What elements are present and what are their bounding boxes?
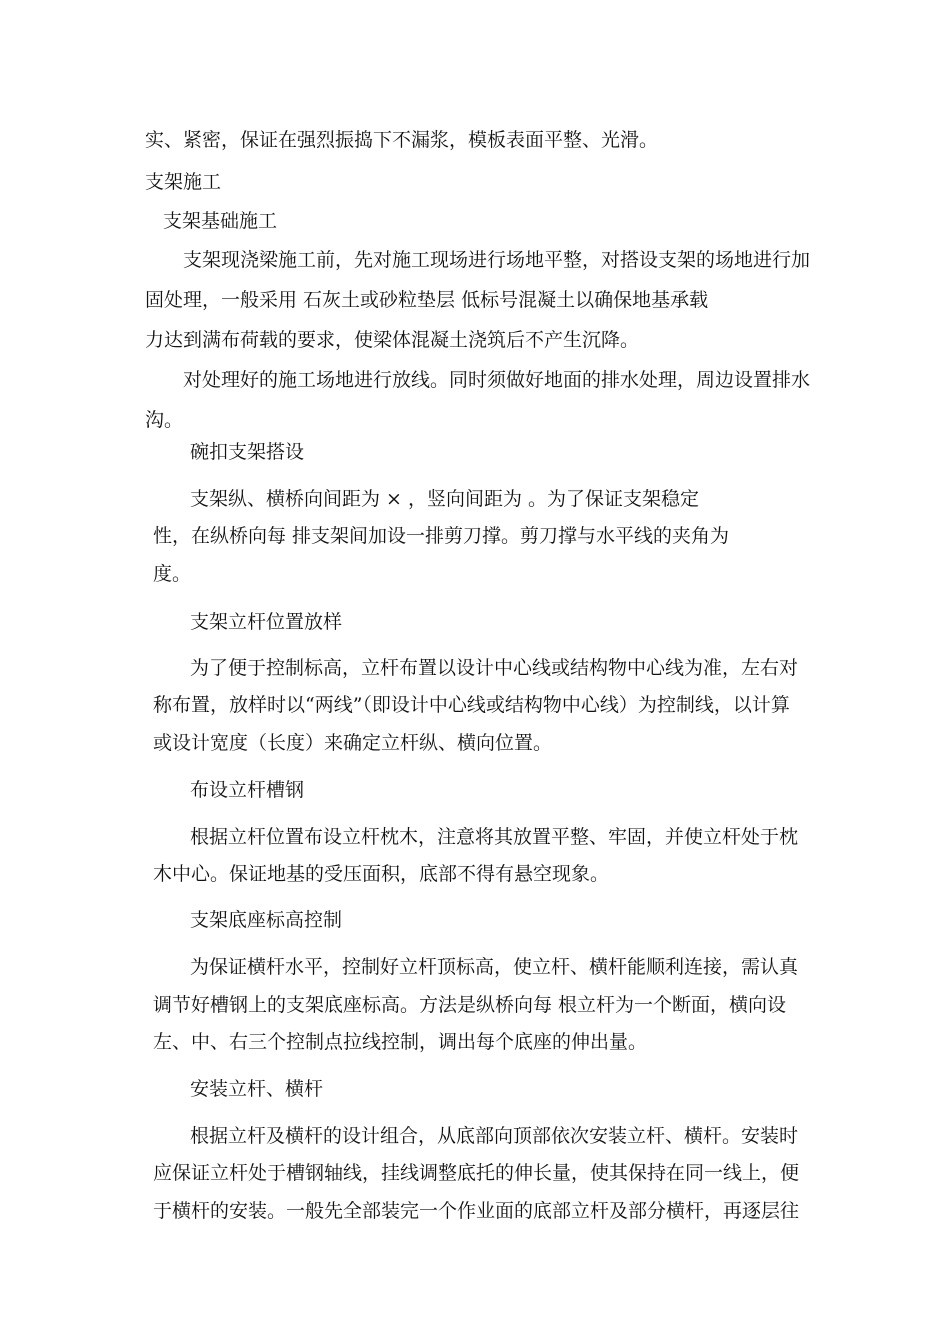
paragraph-line: 实、紧密，保证在强烈振捣下不漏浆，模板表面平整、光滑。 (145, 129, 659, 151)
paragraph-line: 力达到满布荷载的要求，使梁体混凝土浇筑后不产生沉降。 (145, 329, 640, 351)
paragraph-line: 为了便于控制标高，立杆布置以设计中心线或结构物中心线为准，左右对 (190, 657, 799, 679)
paragraph-line: 应保证立杆处于槽钢轴线，挂线调整底托的伸长量，使其保持在同一线上，便 (153, 1162, 800, 1184)
paragraph-line: 度。 (153, 563, 192, 585)
subsection-heading: 支架立杆位置放样 (190, 611, 343, 633)
subsection-heading: 布设立杆槽钢 (190, 779, 305, 801)
paragraph-line: 根据立杆及横杆的设计组合，从底部向顶部依次安装立杆、横杆。安装时 (190, 1125, 799, 1147)
paragraph-line: 性，在纵桥向每 排支架间加设一排剪刀撑。剪刀撑与水平线的夹角为 (153, 525, 730, 547)
paragraph-line: 于横杆的安装。一般先全部装完一个作业面的底部立杆及部分横杆，再逐层往 (153, 1200, 800, 1222)
subsection-heading: 支架底座标高控制 (190, 909, 343, 931)
paragraph-line: 根据立杆位置布设立杆枕木，注意将其放置平整、牢固，并使立杆处于枕 (190, 826, 799, 848)
paragraph-line: 称布置，放样时以“两线”（即设计中心线或结构物中心线）为控制线，以计算 (153, 694, 790, 716)
paragraph-line: 支架纵、横桥向间距为 × ，竖向间距为 。为了保证支架稳定 (190, 488, 700, 510)
paragraph-line: 对处理好的施工场地进行放线。同时须做好地面的排水处理，周边设置排水 (183, 369, 811, 391)
subsection-heading: 安装立杆、横杆 (190, 1078, 324, 1100)
paragraph-line: 为保证横杆水平，控制好立杆顶标高，使立杆、横杆能顺利连接，需认真 (190, 956, 799, 978)
section-heading: 支架施工 (145, 171, 222, 193)
paragraph-line: 调节好槽钢上的支架底座标高。方法是纵桥向每 根立杆为一个断面，横向设 (153, 994, 787, 1016)
paragraph-line: 沟。 (145, 409, 184, 431)
subsection-heading: 碗扣支架搭设 (190, 441, 305, 463)
subsection-heading: 支架基础施工 (163, 210, 278, 232)
paragraph-line: 支架现浇梁施工前，先对施工现场进行场地平整，对搭设支架的场地进行加 (183, 249, 811, 271)
paragraph-line: 固处理，一般采用 石灰土或砂粒垫层 低标号混凝土以确保地基承载 (145, 289, 709, 311)
paragraph-line: 木中心。保证地基的受压面积，底部不得有悬空现象。 (153, 863, 610, 885)
paragraph-line: 或设计宽度（长度）来确定立杆纵、横向位置。 (153, 732, 553, 754)
paragraph-line: 左、中、右三个控制点拉线控制，调出每个底座的伸出量。 (153, 1031, 648, 1053)
